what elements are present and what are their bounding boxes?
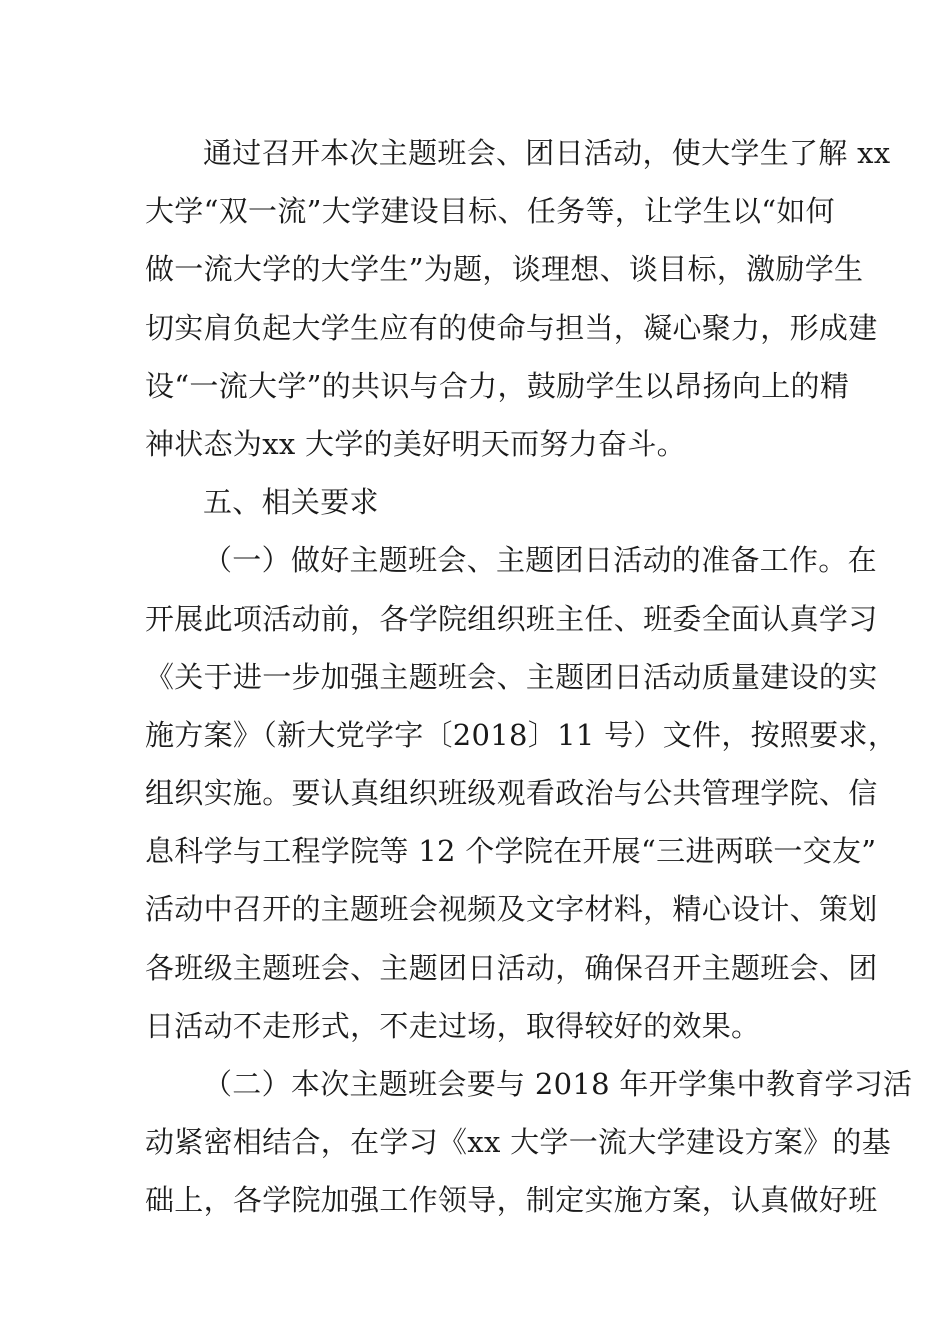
paragraph-4-line-1: （二）本次主题班会要与 2018 年开学集中教育学习活	[203, 1067, 913, 1101]
paragraph-1-line-1: 通过召开本次主题班会、团日活动，使大学生了解 xx	[203, 136, 891, 170]
paragraph-3-line-1: （一）做好主题班会、主题团日活动的准备工作。在	[203, 543, 877, 578]
paragraph-3-line-9: 日活动不走形式，不走过场，取得较好的效果。	[145, 1008, 761, 1043]
paragraph-3-line-8: 各班级主题班会、主题团日活动，确保召开主题班会、团	[145, 950, 878, 985]
paragraph-1-line-3: 做一流大学的大学生”为题，谈理想、谈目标，激励学生	[145, 252, 864, 287]
paragraph-3-line-2: 开展此项活动前，各学院组织班主任、班委全面认真学习	[145, 601, 878, 636]
paragraph-1-line-6: 神状态为xx 大学的美好明天而努力奋斗。	[145, 426, 686, 461]
section-heading: 五、相关要求	[203, 485, 379, 520]
paragraph-1-line-5: 设“一流大学”的共识与合力，鼓励学生以昂扬向上的精	[145, 368, 850, 403]
paragraph-3-line-3: 《关于进一步加强主题班会、主题团日活动质量建设的实	[145, 659, 878, 694]
document-body	[145, 124, 913, 1230]
paragraph-1-line-2: 大学“双一流”大学建设目标、任务等，让学生以“如何	[145, 194, 835, 229]
paragraph-4-line-2: 动紧密相结合，在学习《xx 大学一流大学建设方案》的基	[145, 1125, 892, 1160]
paragraph-4-line-3: 础上，各学院加强工作领导，制定实施方案，认真做好班	[145, 1183, 878, 1218]
paragraph-3-line-5: 组织实施。要认真组织班级观看政治与公共管理学院、信	[145, 776, 878, 811]
paragraph-3-line-7: 活动中召开的主题班会视频及文字材料，精心设计、策划	[145, 892, 878, 927]
paragraph-1-line-4: 切实肩负起大学生应有的使命与担当，凝心聚力，形成建	[145, 310, 878, 345]
paragraph-3-line-6: 息科学与工程学院等 12 个学院在开展“三进两联一交友”	[145, 834, 877, 869]
paragraph-3-line-4: 施方案》（新大党学字〔2018〕11 号）文件，按照要求，	[145, 717, 898, 752]
